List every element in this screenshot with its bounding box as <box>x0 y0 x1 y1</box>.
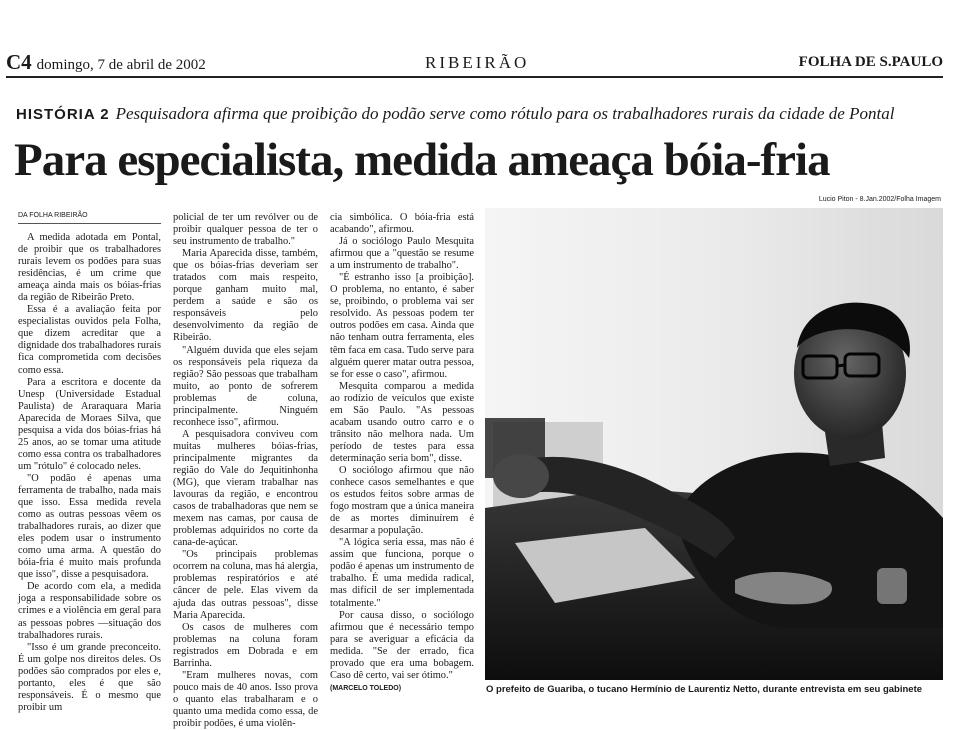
byline-divider <box>18 223 161 224</box>
photo-credit: Lucio Piton - 8.Jan.2002/Folha Imagem <box>818 196 941 203</box>
paragraph: De acordo com ela, a medida joga a responsabilidade sobre os crimes e a violência em geral para as pessoas pobres —situação dos trabalhadores rurais. <box>18 581 161 641</box>
byline: DA FOLHA RIBEIRÃO <box>18 212 88 219</box>
header-divider <box>6 76 943 78</box>
article-column-2 <box>173 212 318 730</box>
page-number: C4 <box>6 50 32 74</box>
paragraph: "Os principais problemas ocorrem na coluna, mas há alergia, problemas respiratórios e até câncer de pele. Elas vivem da ajuda das outras pessoas", disse Maria Aparecida. <box>173 549 318 621</box>
paragraph: A pesquisadora conviveu com muitas mulheres bóias-frias, principalmente migrantes da região do Vale do Jequitinhonha (MG), que vieram trabalhar nas lavouras da região, e encontrou casos de trabalhadoras que nem se mexem nas camas, por causa de problemas adquiridos no corte da cana-de-açúcar. <box>173 428 318 549</box>
paragraph: Os casos de mulheres com problemas na coluna foram registrados em Dobrada e em Barrinha. <box>173 621 318 669</box>
paragraph: "É estranho isso [a proibição]. O problema, no entanto, é saber se, proibindo, o problema vai ser resolvido. As pessoas podem ter outros podões em casa. Ainda que não tenham outra ferramenta, eles têm faca em casa. Tudo serve para alguém querer matar outra pessoa, se for esse o caso", afirmou. <box>330 272 474 380</box>
article-column-3 <box>330 212 474 695</box>
paragraph: Já o sociólogo Paulo Mesquita afirmou que a "questão se resume a um instrumento de trabalho". <box>330 236 474 272</box>
issue-date: domingo, 7 de abril de 2002 <box>36 57 206 73</box>
newspaper-name: FOLHA DE S.PAULO <box>798 54 943 70</box>
author-signature: (MARCELO TOLEDO) <box>330 684 402 692</box>
photo-caption: O prefeito de Guariba, o tucano Hermínio de Laurentiz Netto, durante entrevista em seu gabinete <box>486 684 923 695</box>
paragraph: policial de ter um revólver ou de proibir qualquer pessoa de ter o seu instrumento de trabalho." <box>173 212 318 248</box>
headline: Para especialista, medida ameaça bóia-fria <box>14 134 830 186</box>
paragraph: Essa é a avaliação feita por especialistas ouvidos pela Folha, que dizem acreditar que a dignidade dos trabalhadores rurais fica comprometida com decisões como essa. <box>18 304 161 376</box>
paragraph: O sociólogo afirmou que não conhece casos semelhantes e que os estudos feitos sobre armas de fogo mostram que a única maneira de as mortes diminuírem é desarmar a população. <box>330 464 474 537</box>
kicker-label: HISTÓRIA 2 <box>16 106 110 123</box>
paragraph: A medida adotada em Pontal, de proibir que os trabalhadores rurais levem os podões para suas residências, é um crime que ameaça ainda mais os bóias-frias da região de Ribeirão Preto. <box>18 232 161 304</box>
photo-prefeito-image <box>485 208 943 680</box>
section-name: RIBEIRÃO <box>425 53 530 72</box>
paragraph: Mesquita comparou a medida ao rodízio de veículos que existe em São Paulo. "As pessoas acabam usando outro carro e o trânsito não melhora nada. Um período de testes para essa determinação seria bom", disse. <box>330 380 474 464</box>
article-photo <box>485 208 943 680</box>
paragraph: "O podão é apenas uma ferramenta de trabalho, nada mais que isso. Essa medida revela como as outras pessoas vêem os trabalhadores rurais, ao dizer que eles podem usar o instrumento como uma arma. A questão do bóia-fria é muito mais profunda que isso", disse a pesquisadora. <box>18 472 161 581</box>
article-column-1 <box>18 232 161 714</box>
paragraph: Por causa disso, o sociólogo afirmou que é necessário tempo para se averiguar a eficácia da medida. "Se der errado, fica provado que era uma bobagem. Caso dê certo, vai ser ótimo." <box>330 609 474 681</box>
paragraph: Maria Aparecida disse, também, que os bóias-frias deveriam ser tratados com mais respeito, porque ganham muito mal, perdem a saúde e são os responsáveis pelo desenvolvimento da região de Ribeirão. <box>173 248 318 344</box>
paragraph: "Eram mulheres novas, com pouco mais de 40 anos. Isso prova o quanto elas trabalharam e o quanto uma medida como essa, de proibir podões, é uma violên- <box>173 669 318 729</box>
paragraph: "Alguém duvida que eles sejam os responsáveis pela riqueza da região? São pessoas que trabalham muito, ao ponto de sofrerem problemas de coluna, principalmente. Ninguém reconhece isso", afirmou. <box>173 344 318 428</box>
kicker <box>16 104 894 124</box>
paragraph: cia simbólica. O bóia-fria está acabando", afirmou. <box>330 212 474 236</box>
paragraph: "A lógica seria essa, mas não é assim que funciona, porque o podão é apenas um instrumento de trabalho. É uma medida radical, mas difícil de ser implementada totalmente." <box>330 537 474 609</box>
kicker-text: Pesquisadora afirma que proibição do podão serve como rótulo para os trabalhadores rurais da cidade de Pontal <box>115 104 895 123</box>
paragraph: Para a escritora e docente da Unesp (Universidade Estadual Paulista) de Araraquara Maria Aparecida de Moraes Silva, que pesquisa a vida dos bóias-frias há 25 anos, ao se tomar uma atitude como essa contra os trabalhadores um "rótulo" é colocado neles. <box>18 376 161 472</box>
paragraph: "Isso é um grande preconceito. É um golpe nos direitos deles. Os podões são comprados por eles e, portanto, eles é que são responsáveis. É o mesmo que proibir um <box>18 641 161 713</box>
page-header-left <box>6 50 206 75</box>
